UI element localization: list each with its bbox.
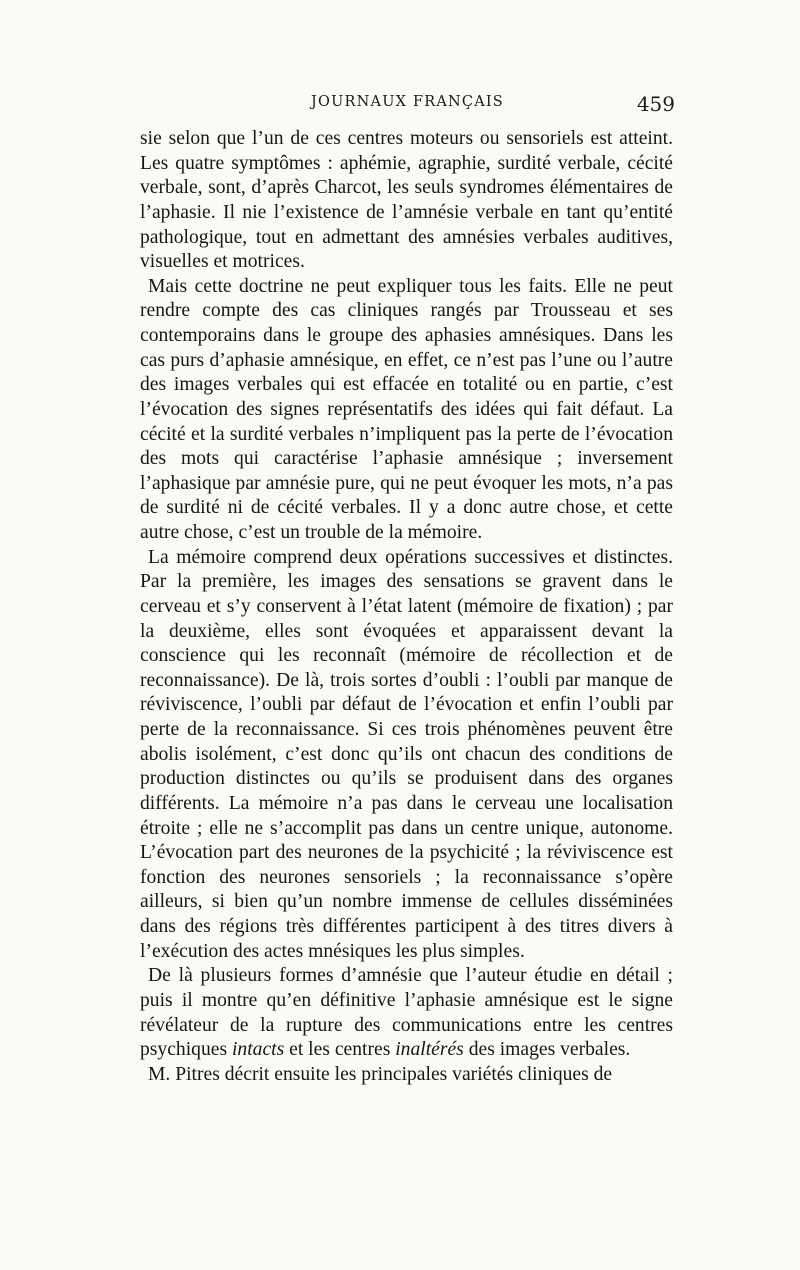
running-head	[140, 92, 675, 116]
running-title: JOURNAUX FRANÇAIS	[311, 94, 504, 110]
paragraph-1: sie selon que l’un de ces centres moteurs ou sensoriels est atteint. Les quatre symptômes : aphémie, agraphie, surdité verbale, cécité verbale, sont, d’après Charcot, les seuls syndromes élémentaires de l’aphasie. Il nie l’existence de l’amnésie verbale en tant qu’entité pathologique, tout en admettant des amnésies verbales auditives, visuelles et motrices.	[140, 128, 673, 273]
page-number: 459	[636, 92, 675, 116]
italic-intacts: intacts	[231, 1039, 285, 1061]
body-text	[140, 127, 673, 1087]
paragraph-4	[140, 964, 673, 1063]
paragraph-3: La mémoire comprend deux opérations successives et distinctes. Par la première, les images des sensations se gravent dans le cerveau et s’y conservent à l’état latent (mémoire de fixation) ; par la deuxième, elles sont évoquées et apparaissent devant la conscience qui les reconnaît (mémoire de récollection et de reconnaissance). De là, trois sortes d’oubli : l’oubli par manque de réviviscence, l’oubli par défaut de l’évocation et enfin l’oubli par perte de la reconnaissance. Si ces trois phénomènes peuvent être abolis isolément, c’est donc qu’ils ont chacun des conditions de production distinctes ou qu’ils se produisent dans des organes différents. La mémoire n’a pas dans le cerveau une localisation étroite ; elle ne s’accomplit pas dans un centre unique, autonome. L’évocation part des neurones de la psychicité ; la réviviscence est fonction des neurones sensoriels ; la reconnaissance s’opère ailleurs, si bien qu’un nombre immense de cellules disséminées dans des régions très différentes participent à des titres divers à l’exécution des actes mnésiques les plus simples.	[140, 546, 673, 962]
paragraph-4-text-a: De là plusieurs formes d’amnésie que l’auteur étudie en détail ; puis il montre qu’en définitive l’aphasie amnésique est le signe révélateur de la rupture des communications entre les centres psychiques	[140, 965, 673, 1061]
paragraph-2: Mais cette doctrine ne peut expliquer tous les faits. Elle ne peut rendre compte des cas cliniques rangés par Trousseau et ses contemporains dans le groupe des aphasies amnésiques. Dans les cas purs d’aphasie amnésique, en effet, ce n’est pas l’une ou l’autre des images verbales qui est effacée en totalité ou en partie, c’est l’évocation des signes représentatifs des idées qui fait défaut. La cécité et la surdité verbales n’impliquent pas la perte de l’évocation des mots qui caractérise l’aphasie amnésique ; inversement l’aphasique par amnésie pure, qui ne peut évoquer les mots, n’a pas de surdité ni de cécité verbales. Il y a donc autre chose, et cette autre chose, c’est un trouble de la mémoire.	[140, 275, 673, 543]
paragraph-5: M. Pitres décrit ensuite les principales variétés cliniques de	[148, 1063, 613, 1085]
paragraph-4-text-c: des images verbales.	[463, 1039, 631, 1061]
italic-inalteres: inaltérés	[395, 1039, 464, 1061]
paragraph-4-text-b: et les centres	[284, 1039, 396, 1061]
